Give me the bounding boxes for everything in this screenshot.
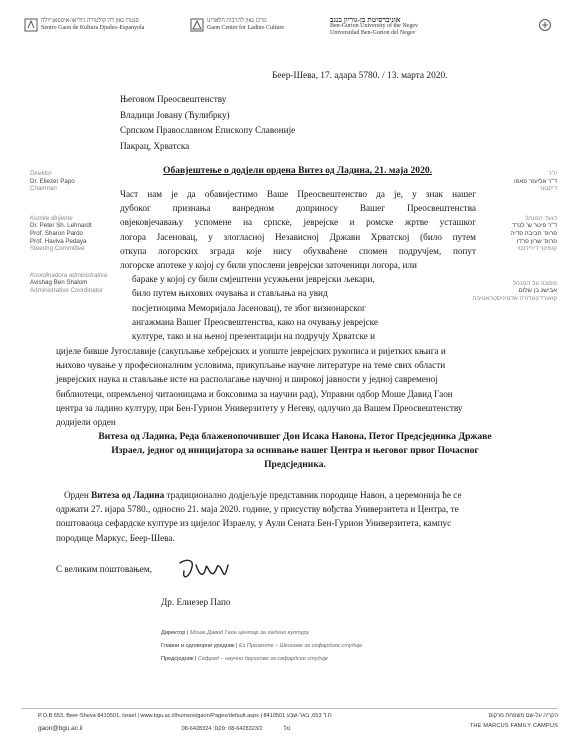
paragraph-line: додијели орден (56, 417, 116, 428)
credit-value: Моше Давид Гаон центар за ладино културу (189, 630, 310, 636)
director-role: Chairman (30, 185, 57, 193)
committee-member: Prof. Sharon Pardo (30, 229, 83, 237)
credit-line: Главни и одговорни уредник | Ез Презенте – Шкоиове за сефардске студије (161, 643, 363, 649)
committee-member-hebrew: פרופ' שרון פרדו (516, 237, 557, 245)
signature-icon (174, 555, 234, 587)
text-run: Орден (64, 490, 92, 500)
award-line: Витеза од Ладина, Реда блаженопочившег Дон Исака Навона, Петог Предсједника Државе (98, 431, 492, 442)
sentro-name-ladino: Sentro Gaon de Kultura Djudeo-Espanyola (41, 25, 145, 31)
award-line: Предсједника. (264, 459, 326, 471)
text-run-bold: Витеза од Ладина (91, 490, 165, 500)
committee-label-hebrew: הועד המנהל (524, 214, 557, 222)
coordinator-label-hebrew: ממונה על המנהל (512, 279, 557, 287)
paragraph-line: откупа логорских зграда које нису обухваћене спомен подручјем, попут (120, 245, 476, 256)
coordinator-name-hebrew: אבישג בן שלום (518, 287, 557, 295)
credit-label: Предсједник (161, 656, 194, 662)
paragraph-line: библиотеци, опремљеној читаоницама и боксовима за научни рад), Управни одбор Моше Давид Гаон (56, 388, 453, 399)
footer-email-row (38, 725, 290, 732)
bgu-name-hebrew: אוניברסיטת בן-גוריון בנגב (330, 15, 401, 24)
paragraph-line: јеврејских наука и стављање исте на располагање научној и широкој јавности у једној савременој (56, 374, 438, 385)
paragraph-line: бараке у којој су били смјештени усужњени јеврејски љекари, (132, 274, 375, 285)
paragraph-line: поштоваоца сефардске културе из цијелог Израелу, у Аули Сената Бен-Гурион Универзитета, кампус (56, 518, 452, 529)
place-date: Беер-Шева, 17. адара 5780. / 13. марта 2020. (272, 71, 448, 81)
paragraph-line: Част нам је да обавијестимо Ваше Преосвештенство да је, у знак нашег (120, 189, 476, 199)
paragraph-line: културе, тако и на њеној презентацији на подручју Хрватске и (132, 331, 376, 342)
coordinator-name: Avishag Ben Shalom (30, 279, 88, 287)
paragraph-line: дубоког признања ванредном доприносу Вашег Преосвештенства (120, 203, 476, 214)
paragraph-continuation (56, 344, 540, 429)
recipient-line: Пакрац, Хрватска (120, 140, 190, 151)
director-label: Direktor (30, 170, 52, 177)
paragraph-ceremony (56, 488, 540, 545)
campus-english: THE MARCUS FAMILY CAMPUS (469, 723, 558, 729)
credit-value: Ез Презенте – Шкоиове за сефардске студије (239, 643, 363, 649)
campus-hebrew: הקריה על-שם משפחת מרקוס (488, 713, 558, 719)
paragraph-line: логорске апотеке у којој су били упослени јеврејски заточеници логора, или (120, 260, 417, 271)
text-run: традиционално додјељује представник породице Навон, а церемонија ће се (164, 490, 462, 500)
committee-role-hebrew: קומיטי דיריז'נטי (517, 245, 557, 253)
bgu-logo-icon (538, 18, 552, 32)
email-link[interactable]: gaon@bgu.ac.il (38, 725, 83, 732)
phone-number: 08-6428324 :טל (181, 726, 291, 732)
sentro-logo-icon (24, 18, 38, 32)
director-name: Dr. Eliezer Papo (30, 177, 75, 185)
recipient-block (120, 92, 295, 154)
committee-label: Komite dirijente (30, 214, 73, 222)
sidebar-right (473, 170, 558, 303)
coordinator-role-hebrew: קואורדינאדורה אדמיניסטראטיבה (472, 294, 557, 302)
credit-label: Главни и одговорни уредник (161, 643, 235, 649)
credit-line: Предсједник | Сефрад – научно друштво за сефардске студије (161, 656, 329, 662)
footer-campus (446, 713, 558, 729)
sentro-name-hebrew: סנטרו גאון דה קולטורה ג'ודיאו-איספאנייולה (41, 18, 139, 24)
paragraph-line (56, 488, 540, 502)
recipient-line: Владици Јовану (Ћулибрку) (120, 109, 230, 120)
paragraph-intro (120, 187, 476, 343)
committee-member: Prof. Haviva Pedaya (30, 237, 87, 245)
paragraph-line: овјековјечавању успомене на српске, јеврејске и ромске жртве усташког (120, 217, 476, 228)
coordinator-label: Koordinadora administrativa (30, 271, 108, 279)
paragraph-line: одржати 27. ијара 5780., односно 21. маја 2020. године, у присуству вођства Универзитета и Центра, те (56, 504, 459, 515)
sidebar-left (30, 170, 107, 295)
bgu-name-spanish: Universidad Ben-Gurion del Negev (330, 30, 416, 36)
director-role-hebrew: דיקטור (539, 185, 557, 193)
credit-line: Директор | Моше Давид Гаон центар за ладино културу (161, 630, 310, 636)
committee-role: Steering Committee (30, 245, 85, 253)
paragraph-line: породице Маркус, Беер-Шева. (56, 532, 175, 543)
paragraph-line: цијеле бивше Југославије (сакупљање хебрејских и уопште јеврејских рукописа и ријетких књига и (56, 346, 446, 356)
paragraph-line: центра за ладино културу, при Бен-Гурион Универзитету у Негеву, одлучио да Вашем Преосвештенству (56, 402, 463, 413)
paragraph-line: њихово чување у професионалним условима, прикупљање научне литературе на теме свих области (56, 360, 446, 371)
paragraph-line: логора Јасеновац, у злогласној Независној Држави Хрватској (било путем (120, 231, 476, 242)
recipient-line: Његовом Преосвештенству (120, 94, 227, 104)
director-label-hebrew: יו"ר (548, 170, 557, 177)
bgu-name-english: Ben-Gurion University of the Negev (330, 23, 418, 29)
gaon-name-english: Gaon Center for Ladino Culture (207, 25, 284, 31)
paragraph-line: посјетиоцима Меморијала Јасеновац), те због визионарског (132, 302, 366, 313)
paragraph-line: ангажмана Вашег Преосвештенства, како на очувању јеврејске (132, 316, 378, 327)
committee-member: Dr. Peter Sh. Lehnardt (30, 222, 92, 230)
signature-name: Др. Елиезер Папо (161, 597, 231, 607)
award-line: Израел, једног од иницијатора за оснивање нашег Центра и његовог првог Почасног (111, 445, 479, 457)
fax-number: 08-6428323/2 :פקס (214, 726, 263, 732)
credits-block (161, 627, 362, 666)
subject-line: Обавјештење о додјели ордена Витез од Ладина, 21. маја 2020. (163, 165, 433, 176)
recipient-line: Српском Православном Епископу Славоније (120, 125, 296, 136)
committee-member-hebrew: פרופ' חביבה פדיה (510, 229, 557, 237)
gaon-name-hebrew: מרכז גאון לתרבות הלאדינו (207, 18, 267, 24)
footer-divider (22, 708, 558, 709)
award-title (40, 430, 550, 473)
paragraph-line: било путем њихових очувања и стављања на увид (132, 288, 328, 299)
gaon-logo-icon (190, 18, 204, 32)
footer-address: P.O.B 653, Beer-Sheva 8410501, Israel | www.bgu.ac.il/humsos/gaon/Pages/default.aspx | 8410501 ת.ד 653, באר-שבע (38, 713, 332, 719)
committee-member-hebrew: ד"ר פיטר ש' לנרד (512, 222, 557, 230)
credit-value: Сефрад – научно друштво за сефардске студије (197, 656, 329, 662)
closing-salutation: С великим поштовањем, (56, 564, 152, 574)
director-name-hebrew: ד"ר אליעזר פאפו (514, 177, 557, 185)
coordinator-role: Administrative Coordinator (30, 286, 103, 294)
credit-label: Директор (161, 630, 186, 636)
